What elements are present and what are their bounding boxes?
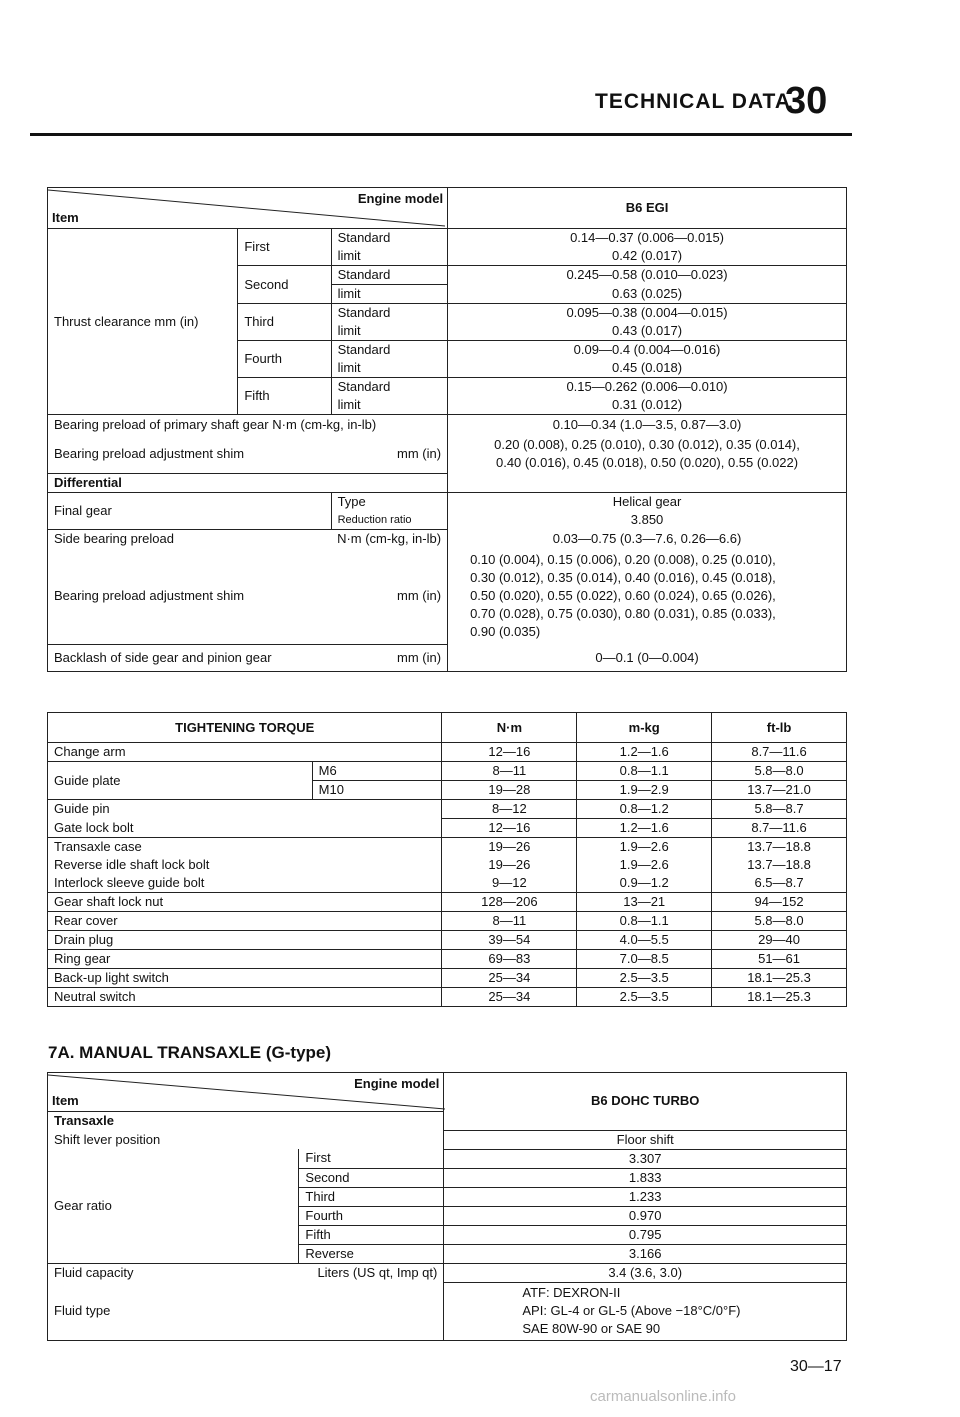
table-row [48, 762, 847, 781]
diff-shim-line: 0.30 (0.012), 0.35 (0.014), 0.40 (0.016), 0.45 (0.018), [470, 570, 776, 586]
limit-label: limit [331, 247, 448, 266]
torque-nm: 8—12 [442, 800, 577, 819]
standard-label: Standard [331, 266, 448, 285]
page-number: 30—17 [790, 1358, 842, 1375]
page-header-title: TECHNICAL DATA [595, 90, 791, 113]
torque-mkg: 0.8—1.1 [577, 762, 712, 781]
torque-mkg: 0.9—1.2 [577, 874, 712, 893]
transaxle-heading: Transaxle [48, 1112, 444, 1131]
torque-mkg: 0.8—1.1 [577, 912, 712, 931]
fluid-type-label: Fluid type [48, 1282, 444, 1341]
reduction-ratio-label: Reduction ratio [331, 511, 448, 530]
fluid-type-line: API: GL-4 or GL-5 (Above −18°C/0°F) [522, 1303, 741, 1319]
torque-nm: 19—28 [442, 781, 577, 800]
fluid-capacity-unit: Liters (US qt, Imp qt) [299, 1263, 444, 1282]
side-preload-label: Side bearing preload [48, 530, 332, 549]
torque-sub: M10 [312, 781, 442, 800]
table-row [48, 874, 847, 893]
torque-item: Transaxle case [48, 838, 442, 857]
torque-nm: 8—11 [442, 762, 577, 781]
bearing-preload-row [48, 415, 448, 436]
table-row [48, 743, 847, 762]
header-rule [30, 133, 852, 136]
fluid-type-line: SAE 80W-90 or SAE 90 [522, 1321, 661, 1337]
torque-item: Neutral switch [48, 988, 442, 1007]
thrust-value: 0.45 (0.018) [448, 359, 847, 378]
thrust-value: 0.09—0.4 (0.004—0.016) [448, 341, 847, 360]
torque-item: Guide pin [48, 800, 442, 819]
limit-label: limit [331, 285, 448, 304]
standard-label: Standard [331, 378, 448, 397]
thrust-value: 0.14—0.37 (0.006—0.015) [448, 229, 847, 248]
torque-ftlb: 6.5—8.7 [712, 874, 847, 893]
ratio-gear: First [299, 1149, 444, 1168]
ratio-value: 3.166 [444, 1244, 847, 1263]
torque-nm: 39—54 [442, 931, 577, 950]
bearing-preload-unit: N·m (cm-kg, in-lb) [272, 417, 377, 432]
table-row [48, 800, 847, 819]
shim-value-line: 0.20 (0.008), 0.25 (0.010), 0.30 (0.012), 0.35 (0.014), [494, 437, 800, 453]
fluid-type-line: ATF: DEXRON-II [522, 1285, 621, 1301]
torque-item: Interlock sleeve guide bolt [48, 874, 442, 893]
thrust-value: 0.095—0.38 (0.004—0.015) [448, 304, 847, 323]
gear-third: Third [238, 304, 331, 341]
side-preload-value: 0.03—0.75 (0.3—7.6, 0.26—6.6) [448, 530, 847, 549]
thrust-value: 0.42 (0.017) [448, 247, 847, 266]
model-header: B6 EGI [448, 188, 847, 229]
torque-mkg: 1.9—2.6 [577, 838, 712, 857]
diff-shim-line: 0.10 (0.004), 0.15 (0.006), 0.20 (0.008), 0.25 (0.010), [470, 552, 776, 568]
standard-label: Standard [331, 341, 448, 360]
torque-mkg: 1.9—2.9 [577, 781, 712, 800]
torque-ftlb: 8.7—11.6 [712, 819, 847, 838]
fluid-capacity-label: Fluid capacity [48, 1263, 299, 1282]
watermark: carmanualsonline.info [590, 1388, 736, 1405]
diagonal-header [48, 1073, 444, 1112]
torque-mkg: 2.5—3.5 [577, 988, 712, 1007]
torque-ftlb: 51—61 [712, 950, 847, 969]
thrust-value: 0.245—0.58 (0.010—0.023) [448, 266, 847, 285]
torque-mkg: 0.8—1.2 [577, 800, 712, 819]
ratio-value: 0.795 [444, 1225, 847, 1244]
ratio-value: 3.307 [444, 1149, 847, 1168]
diff-shim-line: 0.70 (0.028), 0.75 (0.030), 0.80 (0.031), 0.85 (0.033), [470, 606, 776, 622]
torque-nm: 25—34 [442, 988, 577, 1007]
table-row [48, 988, 847, 1007]
torque-nm: 69—83 [442, 950, 577, 969]
table-row [48, 969, 847, 988]
item-label: Item [52, 1093, 79, 1108]
spec-table-b6-dohc-turbo [47, 1072, 847, 1341]
torque-ftlb: 13.7—21.0 [712, 781, 847, 800]
diff-shim-label: Bearing preload adjustment shim [48, 548, 332, 645]
torque-nm: 8—11 [442, 912, 577, 931]
torque-ftlb: 18.1—25.3 [712, 988, 847, 1007]
standard-label: Standard [331, 304, 448, 323]
diff-shim-line: 0.50 (0.020), 0.55 (0.022), 0.60 (0.024), 0.65 (0.026), [470, 588, 776, 604]
torque-ftlb: 5.8—8.0 [712, 912, 847, 931]
tightening-torque-table [47, 712, 847, 1007]
gear-second: Second [238, 266, 331, 304]
table-row [48, 912, 847, 931]
torque-mkg: 2.5—3.5 [577, 969, 712, 988]
shift-lever-value: Floor shift [444, 1130, 847, 1149]
ratio-value: 1.833 [444, 1168, 847, 1187]
diff-shim-unit: mm (in) [397, 588, 442, 603]
torque-nm: 19—26 [442, 856, 577, 874]
thrust-value: 0.43 (0.017) [448, 322, 847, 341]
table-row [48, 931, 847, 950]
thrust-value: 0.63 (0.025) [448, 285, 847, 304]
table-row [48, 950, 847, 969]
section-title: 7A. MANUAL TRANSAXLE (G-type) [48, 1043, 332, 1062]
thrust-value: 0.31 (0.012) [448, 396, 847, 415]
differential-spacer [448, 474, 847, 493]
torque-item: Drain plug [48, 931, 442, 950]
torque-nm: 12—16 [442, 743, 577, 762]
torque-sub: M6 [312, 762, 442, 781]
ratio-gear: Fifth [299, 1225, 444, 1244]
ratio-gear: Reverse [299, 1244, 444, 1263]
diff-shim-line: 0.90 (0.035) [470, 624, 541, 640]
thrust-value: 0.15—0.262 (0.006—0.010) [448, 378, 847, 397]
torque-header-mkg: m-kg [577, 713, 712, 743]
page-header-number: 30 [785, 80, 828, 122]
ratio-gear: Third [299, 1187, 444, 1206]
gear-ratio-label: Gear ratio [48, 1149, 299, 1263]
final-gear-label: Final gear [48, 493, 332, 530]
differential-heading: Differential [48, 474, 448, 493]
torque-mkg: 7.0—8.5 [577, 950, 712, 969]
bearing-preload-label: Bearing preload of primary shaft gear [54, 417, 269, 432]
torque-mkg: 13—21 [577, 893, 712, 912]
table-row [48, 819, 847, 838]
torque-header-item: TIGHTENING TORQUE [48, 713, 442, 743]
torque-nm: 12—16 [442, 819, 577, 838]
torque-nm: 128—206 [442, 893, 577, 912]
torque-nm: 19—26 [442, 838, 577, 857]
table-row [48, 856, 847, 874]
torque-mkg: 1.9—2.6 [577, 856, 712, 874]
torque-ftlb: 94—152 [712, 893, 847, 912]
fluid-type-values [444, 1282, 847, 1341]
torque-item: Ring gear [48, 950, 442, 969]
gear-fifth: Fifth [238, 378, 331, 415]
shim-label: Bearing preload adjustment shim [48, 435, 332, 474]
torque-header-nm: N·m [442, 713, 577, 743]
torque-nm: 25—34 [442, 969, 577, 988]
type-label: Type [331, 493, 448, 512]
shim-value [448, 435, 847, 474]
diagonal-header [48, 188, 448, 229]
torque-ftlb: 29—40 [712, 931, 847, 950]
ratio-value: 1.233 [444, 1187, 847, 1206]
spec-table-b6-egi [47, 187, 847, 672]
shim-unit: mm (in) [397, 446, 442, 461]
backlash-unit: mm (in) [331, 645, 448, 672]
torque-ftlb: 5.8—8.7 [712, 800, 847, 819]
torque-header-ftlb: ft-lb [712, 713, 847, 743]
torque-ftlb: 13.7—18.8 [712, 856, 847, 874]
thrust-label: Thrust clearance mm (in) [48, 229, 238, 415]
model-header: B6 DOHC TURBO [444, 1073, 847, 1131]
bearing-preload-value: 0.10—0.34 (1.0—3.5, 0.87—3.0) [448, 415, 847, 436]
engine-model-label: Engine model [354, 1076, 440, 1091]
limit-label: limit [331, 322, 448, 341]
torque-mkg: 1.2—1.6 [577, 819, 712, 838]
reduction-ratio-value: 3.850 [448, 511, 847, 530]
torque-item: Rear cover [48, 912, 442, 931]
table-row [48, 893, 847, 912]
backlash-label: Backlash of side gear and pinion gear [48, 645, 332, 672]
limit-label: limit [331, 359, 448, 378]
torque-item: Reverse idle shaft lock bolt [48, 856, 442, 874]
torque-item: Back-up light switch [48, 969, 442, 988]
torque-nm: 9—12 [442, 874, 577, 893]
side-preload-unit: N·m (cm-kg, in-lb) [331, 530, 448, 549]
guide-plate-label: Guide plate [48, 762, 313, 800]
type-value: Helical gear [448, 493, 847, 512]
ratio-gear: Second [299, 1168, 444, 1187]
torque-item: Gate lock bolt [48, 819, 442, 838]
torque-item: Change arm [48, 743, 442, 762]
item-label: Item [52, 210, 79, 225]
torque-mkg: 4.0—5.5 [577, 931, 712, 950]
backlash-value: 0—0.1 (0—0.004) [448, 645, 847, 672]
torque-ftlb: 18.1—25.3 [712, 969, 847, 988]
torque-mkg: 1.2—1.6 [577, 743, 712, 762]
torque-ftlb: 13.7—18.8 [712, 838, 847, 857]
shift-lever-label: Shift lever position [48, 1130, 444, 1149]
engine-model-label: Engine model [357, 191, 444, 206]
ratio-gear: Fourth [299, 1206, 444, 1225]
standard-label: Standard [331, 229, 448, 248]
torque-item: Gear shaft lock nut [48, 893, 442, 912]
diff-shim-values [448, 548, 847, 645]
ratio-value: 0.970 [444, 1206, 847, 1225]
torque-ftlb: 5.8—8.0 [712, 762, 847, 781]
table-row [48, 838, 847, 857]
fluid-capacity-value: 3.4 (3.6, 3.0) [444, 1263, 847, 1282]
gear-first: First [238, 229, 331, 266]
shim-value-line: 0.40 (0.016), 0.45 (0.018), 0.50 (0.020), 0.55 (0.022) [495, 455, 799, 471]
limit-label: limit [331, 396, 448, 415]
torque-ftlb: 8.7—11.6 [712, 743, 847, 762]
gear-fourth: Fourth [238, 341, 331, 378]
